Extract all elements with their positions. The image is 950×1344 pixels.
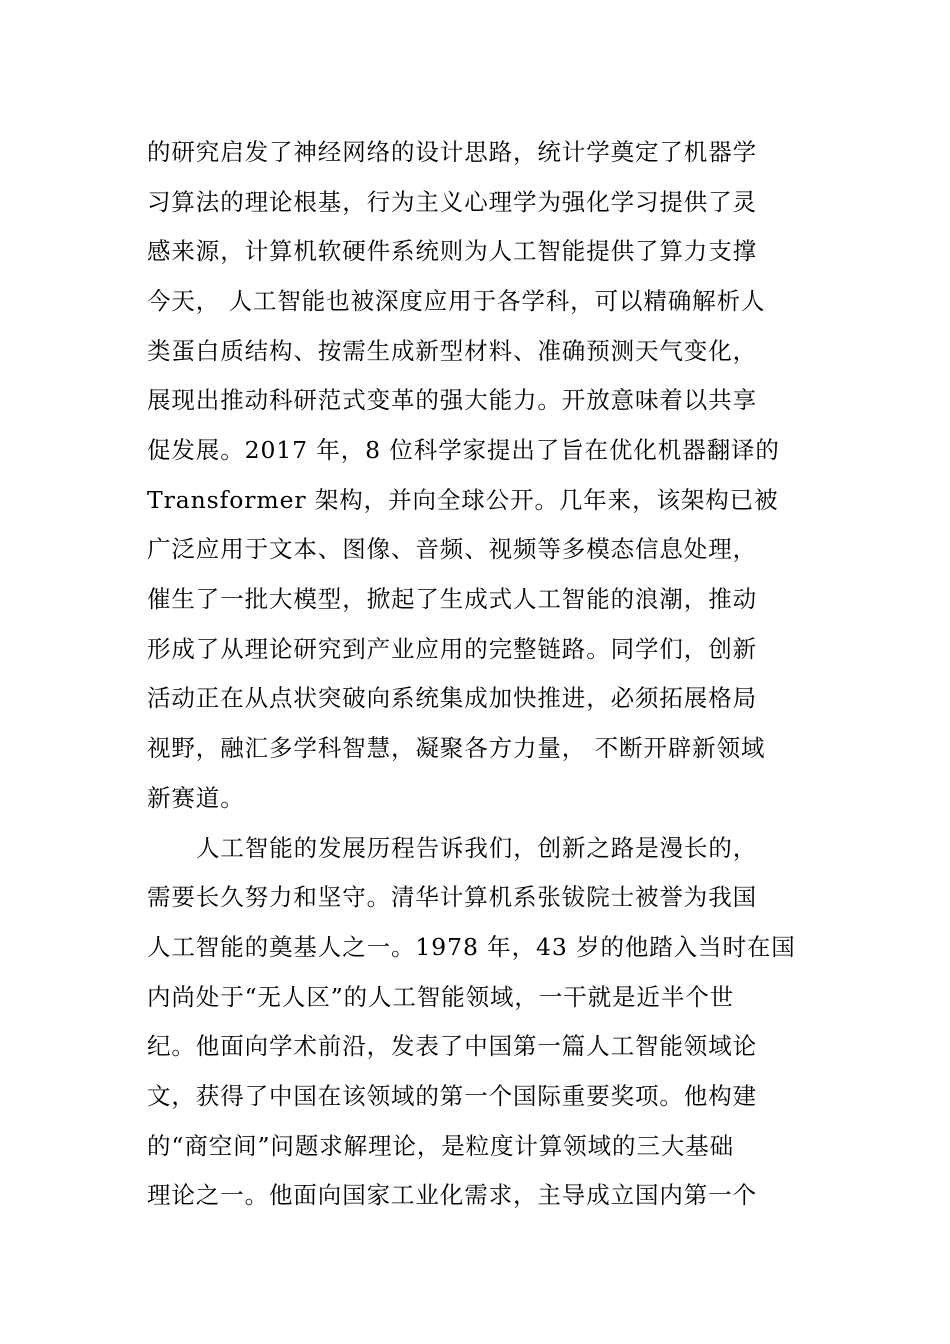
paragraph-1-line-2: 习算法的理论根基，行为主义心理学为强化学习提供了灵 xyxy=(147,188,757,216)
paragraph-1-line-14: 新赛道。 xyxy=(147,784,245,812)
paragraph-2-line-1: 人工智能的发展历程告诉我们，创新之路是漫长的， xyxy=(196,834,758,862)
paragraph-1-line-8: Transformer 架构，并向全球公开。几年来，该架构已被 xyxy=(147,486,779,514)
paragraph-2-line-8: 理论之一。他面向国家工业化需求，主导成立国内第一个 xyxy=(147,1181,757,1209)
paragraph-1-line-3: 感来源，计算机软硬件系统则为人工智能提供了算力支撑 xyxy=(147,237,757,265)
paragraph-1-line-4: 今天， 人工智能也被深度应用于各学科，可以精确解析人 xyxy=(147,287,766,315)
paragraph-1-line-7: 促发展。2017 年，8 位科学家提出了旨在优化机器翻译的 xyxy=(147,436,780,464)
paragraph-2-line-2: 需要长久努力和坚守。清华计算机系张钹院士被誉为我国 xyxy=(147,883,757,911)
paragraph-2-line-7: 的“商空间”问题求解理论，是粒度计算领域的三大基础 xyxy=(147,1132,735,1160)
paragraph-1-line-10: 催生了一批大模型，掀起了生成式人工智能的浪潮，推动 xyxy=(147,585,757,613)
paragraph-2-line-6: 文，获得了中国在该领域的第一个国际重要奖项。他构建 xyxy=(147,1082,757,1110)
paragraph-1-line-9: 广泛应用于文本、图像、音频、视频等多模态信息处理， xyxy=(147,535,757,563)
paragraph-2-line-3: 人工智能的奠基人之一。1978 年，43 岁的他踏入当时在国 xyxy=(147,933,796,961)
paragraph-1-line-1: 的研究启发了神经网络的设计思路，统计学奠定了机器学 xyxy=(147,138,757,166)
paragraph-1-line-11: 形成了从理论研究到产业应用的完整链路。同学们，创新 xyxy=(147,635,757,663)
paragraph-1-line-5: 类蛋白质结构、按需生成新型材料、准确预测天气变化， xyxy=(147,337,757,365)
paragraph-1-line-6: 展现出推动科研范式变革的强大能力。开放意味着以共享 xyxy=(147,386,757,414)
paragraph-2-line-5: 纪。他面向学术前沿，发表了中国第一篇人工智能领域论 xyxy=(147,1032,757,1060)
paragraph-1-line-13: 视野，融汇多学科智慧，凝聚各方力量， 不断开辟新领域 xyxy=(147,734,766,762)
paragraph-1-line-12: 活动正在从点状突破向系统集成加快推进，必须拓展格局 xyxy=(147,684,757,712)
paragraph-2-line-4: 内尚处于“无人区”的人工智能领域，一干就是近半个世 xyxy=(147,983,735,1011)
